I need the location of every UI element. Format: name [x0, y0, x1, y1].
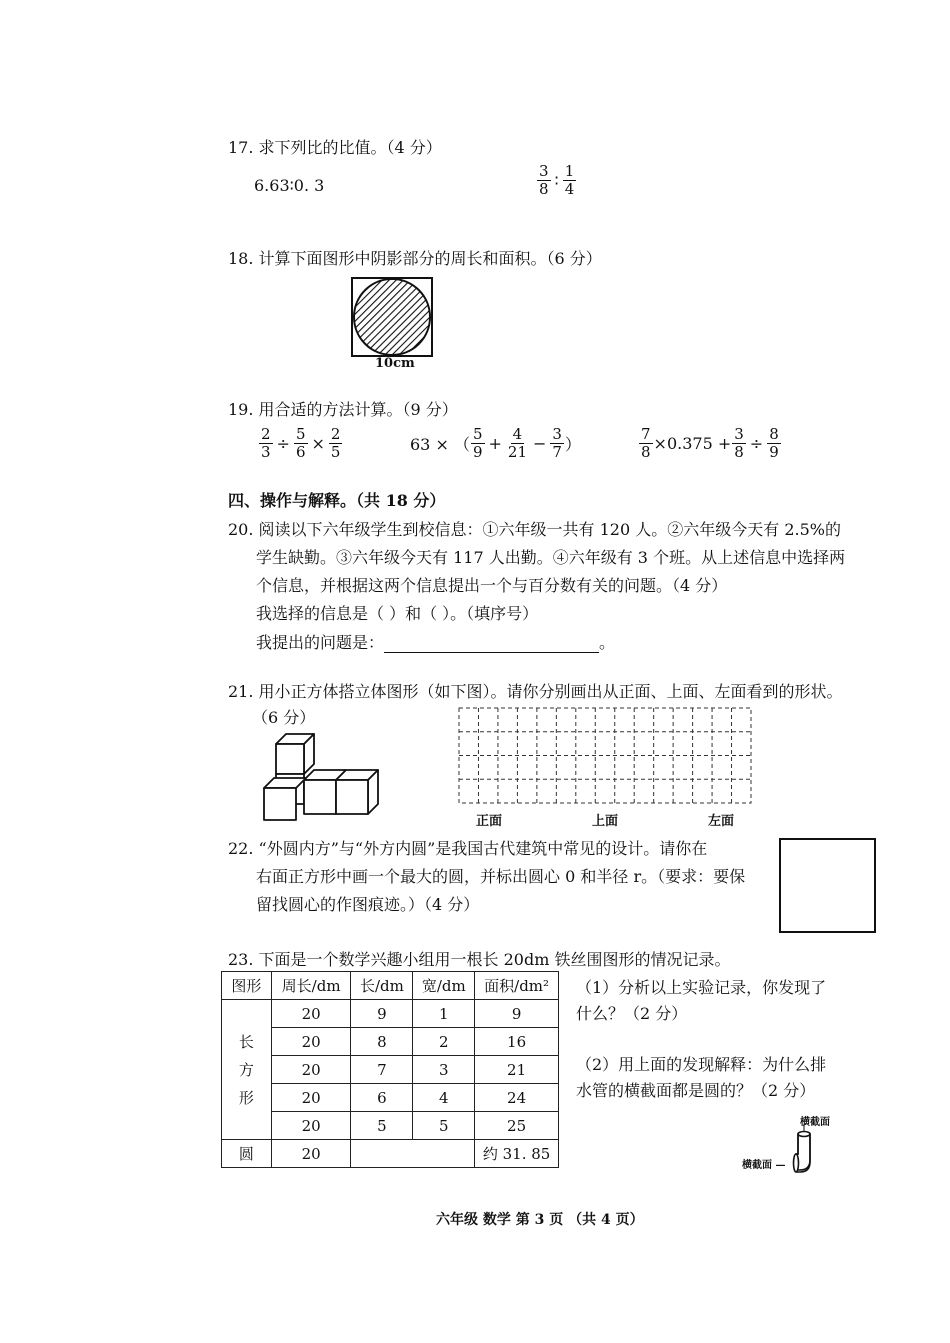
- table-row: 20 7 3 21: [222, 1056, 559, 1084]
- q23-part1-line2: 什么？（2 分）: [576, 1004, 688, 1023]
- q23-part2-line2: 水管的横截面都是圆的？（2 分）: [576, 1081, 816, 1100]
- table-row: 20 6 4 24: [222, 1084, 559, 1112]
- q20-line1: 20. 阅读以下六年级学生到校信息：①六年级一共有 120 人。②六年级今天有 2.5%的: [228, 520, 841, 539]
- answer-blank[interactable]: [384, 636, 599, 653]
- q22-line1: 22. “外圆内方”与“外方内圆”是我国古代建筑中常见的设计。请你在: [228, 839, 708, 858]
- q23-part2-line1: （2）用上面的发现解释：为什么排: [576, 1055, 827, 1074]
- q20-line3: 个信息，并根据这两个信息提出一个与百分数有关的问题。（4 分）: [256, 576, 728, 595]
- table-row: 20 8 2 16: [222, 1028, 559, 1056]
- fraction: $\frac{1}{4}$: [564, 162, 575, 198]
- pipe-elbow-icon: [788, 1124, 830, 1176]
- drawing-square[interactable]: [779, 838, 876, 933]
- view-label-top: 上面: [592, 814, 619, 829]
- q18-side-label: 10cm: [375, 356, 415, 371]
- q23-title: 23. 下面是一个数学兴趣小组用一根长 20dm 铁丝围图形的情况记录。: [228, 950, 731, 969]
- q19-expr3: $\frac{7}{8}$ ×0.375 + $\frac{3}{8}$ ÷ $\frac{8}{9}$: [641, 425, 779, 461]
- table-row-circle: 圆 20 约 31. 85: [222, 1140, 559, 1168]
- section-heading: 四、操作与解释。（共 18 分）: [228, 491, 446, 510]
- record-table: [221, 971, 559, 1168]
- dotted-grid[interactable]: [458, 707, 753, 805]
- q20-line4: 我选择的信息是（ ）和（ ）。（填序号）: [256, 604, 539, 623]
- table-header-row: 图形 周长/dm 长/dm 宽/dm 面积/dm²: [222, 972, 559, 1000]
- q23-part1-line1: （1）分析以上实验记录，你发现了: [576, 978, 827, 997]
- q19-expr1: $\frac{2}{3}$ ÷ $\frac{5}{6}$ × $\frac{2}{5}$: [261, 425, 341, 461]
- q17-expr2: $\frac{3}{8}$ ∶ $\frac{1}{4}$: [539, 162, 575, 198]
- pipe-label-top: 横截面: [800, 1117, 830, 1128]
- q20-line5: 我提出的问题是： 。: [256, 633, 616, 652]
- table-row: 20 5 5 25: [222, 1112, 559, 1140]
- rect-label-cell: 长 方 形: [222, 1000, 272, 1140]
- page-footer: 六年级 数学 第 3 页 （共 4 页）: [436, 1212, 644, 1228]
- fraction: $\frac{3}{8}$: [539, 162, 549, 198]
- q22-line2: 右面正方形中画一个最大的圆，并标出圆心 0 和半径 r。（要求：要保: [256, 867, 746, 886]
- q19-expr2: 63 × （ $\frac{5}{9}$ + $\frac{4}{21}$ − $\frac{3}{7}$ ）: [410, 425, 581, 461]
- q18-title: 18. 计算下面图形中阴影部分的周长和面积。（6 分）: [228, 249, 602, 268]
- shaded-circle-figure: [350, 276, 436, 360]
- cube-stack-figure: [260, 730, 390, 824]
- view-label-front: 正面: [476, 814, 503, 829]
- view-label-left: 左面: [708, 814, 735, 829]
- q17-expr1: 6.63∶0. 3: [254, 176, 325, 195]
- q19-title: 19. 用合适的方法计算。（9 分）: [228, 400, 458, 419]
- table-row: 长 方 形 20 9 1 9: [222, 1000, 559, 1028]
- q21-line2: （6 分）: [252, 708, 316, 727]
- q21-line1: 21. 用小正方体搭立体图形（如下图）。请你分别画出从正面、上面、左面看到的形状。: [228, 682, 843, 701]
- pipe-label-left: 横截面 —: [742, 1160, 786, 1171]
- q22-line3: 留找圆心的作图痕迹。）（4 分）: [256, 895, 480, 914]
- q20-line2: 学生缺勤。③六年级今天有 117 人出勤。④六年级有 3 个班。从上述信息中选择两: [256, 548, 846, 567]
- q17-title: 17. 求下列比的比值。（4 分）: [228, 138, 442, 157]
